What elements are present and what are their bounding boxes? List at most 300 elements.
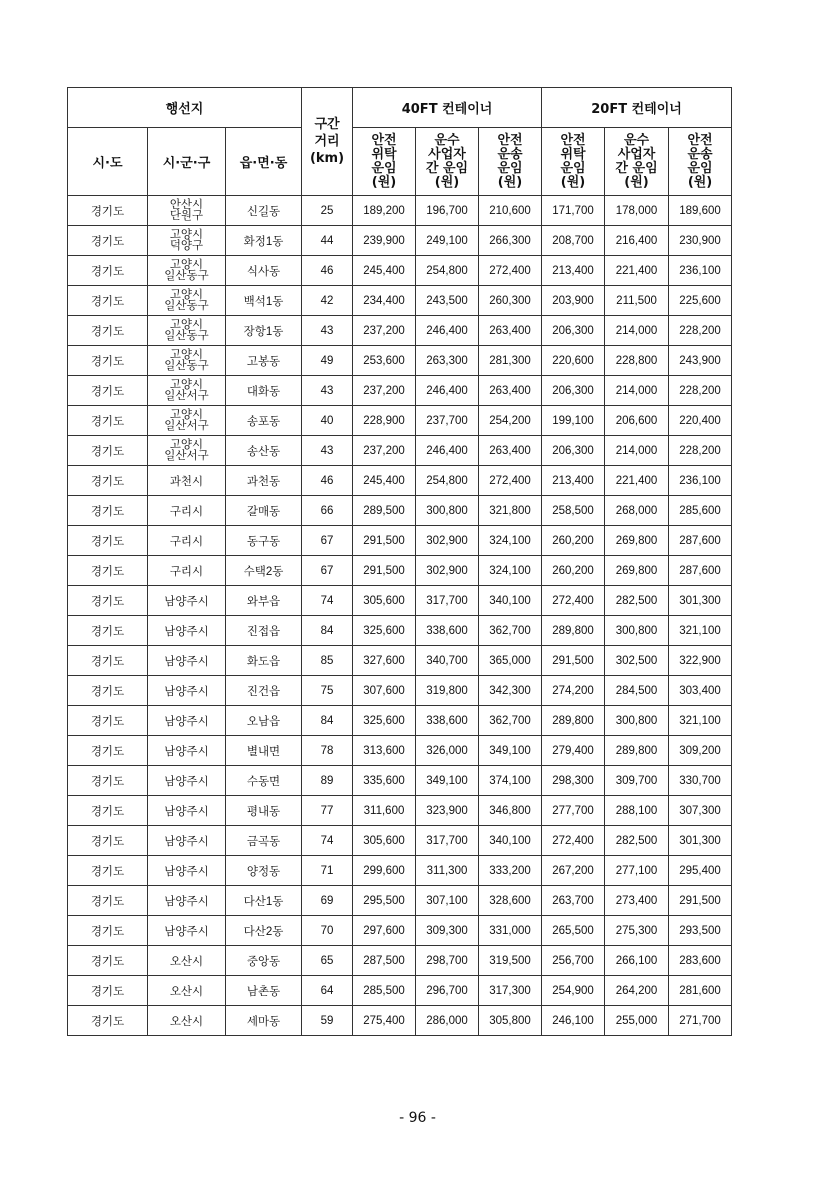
cell-km: 66 (302, 496, 353, 526)
cell-f40b: 317,700 (416, 586, 479, 616)
cell-km: 44 (302, 226, 353, 256)
sigungu-header: 시·군·구 (148, 128, 226, 196)
cell-f20b: 268,000 (605, 496, 669, 526)
cell-f20a: 254,900 (542, 976, 605, 1006)
cell-km: 67 (302, 526, 353, 556)
cell-dong: 고봉동 (226, 346, 302, 376)
cell-km: 42 (302, 286, 353, 316)
sigungu-line: 남양주시 (164, 805, 209, 818)
sigungu-line: 고양시 (169, 438, 204, 451)
cell-f20c: 236,100 (669, 256, 732, 286)
cell-f20a: 220,600 (542, 346, 605, 376)
cell-dong: 갈매동 (226, 496, 302, 526)
cell-f40c: 346,800 (479, 796, 542, 826)
cell-f40b: 249,100 (416, 226, 479, 256)
cell-km: 77 (302, 796, 353, 826)
page-number: - 96 - (399, 1110, 436, 1126)
cell-sido: 경기도 (68, 556, 148, 586)
cell-sigungu (148, 886, 226, 916)
cell-f20c: 309,200 (669, 736, 732, 766)
table-row (68, 196, 732, 226)
cell-f20c: 287,600 (669, 526, 732, 556)
cell-dong: 별내면 (226, 736, 302, 766)
cell-km: 75 (302, 676, 353, 706)
cell-f40c: 340,100 (479, 586, 542, 616)
table-row (68, 886, 732, 916)
cell-km: 69 (302, 886, 353, 916)
cell-f20a: 203,900 (542, 286, 605, 316)
cell-f40b: 237,700 (416, 406, 479, 436)
cell-f20b: 214,000 (605, 376, 669, 406)
cell-f20b: 264,200 (605, 976, 669, 1006)
cell-sigungu (148, 526, 226, 556)
cell-dong: 수동면 (226, 766, 302, 796)
cell-f40c: 331,000 (479, 916, 542, 946)
c20-between-header: 운수 사업자 간 운임 (원) (605, 128, 669, 196)
cell-f20c: 295,400 (669, 856, 732, 886)
sigungu-line: 일산서구 (164, 419, 209, 432)
table-row (68, 616, 732, 646)
table-row (68, 976, 732, 1006)
cell-sigungu (148, 466, 226, 496)
sigungu-line: 오산시 (169, 1015, 204, 1028)
cell-sido: 경기도 (68, 646, 148, 676)
cell-f40b: 317,700 (416, 826, 479, 856)
table-row (68, 796, 732, 826)
cell-sigungu (148, 586, 226, 616)
cell-f40b: 349,100 (416, 766, 479, 796)
cell-km: 43 (302, 376, 353, 406)
cell-f20b: 282,500 (605, 826, 669, 856)
cell-km: 65 (302, 946, 353, 976)
cell-dong: 수택2동 (226, 556, 302, 586)
cell-f20c: 307,300 (669, 796, 732, 826)
sigungu-line: 남양주시 (164, 685, 209, 698)
cell-dong: 다산1동 (226, 886, 302, 916)
cell-f40c: 362,700 (479, 616, 542, 646)
cell-f20b: 282,500 (605, 586, 669, 616)
cell-sido: 경기도 (68, 826, 148, 856)
cell-dong: 양정동 (226, 856, 302, 886)
sido-header: 시·도 (68, 128, 148, 196)
cell-sigungu (148, 946, 226, 976)
cell-f40b: 319,800 (416, 676, 479, 706)
cell-f20b: 221,400 (605, 256, 669, 286)
cell-f40b: 263,300 (416, 346, 479, 376)
cell-dong: 장항1동 (226, 316, 302, 346)
cell-sigungu (148, 286, 226, 316)
cell-f20b: 255,000 (605, 1006, 669, 1036)
cell-f40b: 340,700 (416, 646, 479, 676)
cell-f40c: 266,300 (479, 226, 542, 256)
cell-f20a: 171,700 (542, 196, 605, 226)
cell-f40a: 245,400 (353, 466, 416, 496)
cell-f40c: 319,500 (479, 946, 542, 976)
cell-f20b: 206,600 (605, 406, 669, 436)
cell-km: 43 (302, 436, 353, 466)
cell-f40a: 305,600 (353, 586, 416, 616)
cell-f40a: 313,600 (353, 736, 416, 766)
cell-km: 74 (302, 826, 353, 856)
cell-f20a: 274,200 (542, 676, 605, 706)
cell-f20c: 322,900 (669, 646, 732, 676)
cell-f20a: 206,300 (542, 376, 605, 406)
cell-f40b: 246,400 (416, 436, 479, 466)
cell-sido: 경기도 (68, 766, 148, 796)
cell-sido: 경기도 (68, 406, 148, 436)
cell-f20b: 214,000 (605, 316, 669, 346)
sigungu-line: 남양주시 (164, 745, 209, 758)
cell-f20c: 189,600 (669, 196, 732, 226)
cell-f40b: 298,700 (416, 946, 479, 976)
sigungu-line: 고양시 (169, 378, 204, 391)
cell-f20c: 330,700 (669, 766, 732, 796)
cell-km: 25 (302, 196, 353, 226)
cell-f40c: 254,200 (479, 406, 542, 436)
cell-f40c: 305,800 (479, 1006, 542, 1036)
cell-dong: 금곡동 (226, 826, 302, 856)
cell-f40a: 325,600 (353, 616, 416, 646)
sigungu-line: 남양주시 (164, 625, 209, 638)
cell-sigungu (148, 256, 226, 286)
cell-f20a: 260,200 (542, 556, 605, 586)
sigungu-line: 일산서구 (164, 389, 209, 402)
cell-sigungu (148, 766, 226, 796)
sigungu-line: 일산동구 (164, 269, 209, 282)
cell-f40b: 246,400 (416, 316, 479, 346)
sigungu-line: 일산동구 (164, 359, 209, 372)
cell-f40a: 253,600 (353, 346, 416, 376)
cell-km: 89 (302, 766, 353, 796)
cell-f40b: 302,900 (416, 526, 479, 556)
sigungu-line: 남양주시 (164, 595, 209, 608)
table-row (68, 526, 732, 556)
cell-sido: 경기도 (68, 256, 148, 286)
cell-f40a: 289,500 (353, 496, 416, 526)
cell-f20b: 216,400 (605, 226, 669, 256)
cell-f20c: 287,600 (669, 556, 732, 586)
sigungu-line: 고양시 (169, 348, 204, 361)
cell-f40c: 317,300 (479, 976, 542, 1006)
table-row (68, 1006, 732, 1036)
cell-f20a: 213,400 (542, 256, 605, 286)
cell-f40a: 285,500 (353, 976, 416, 1006)
sigungu-line: 고양시 (169, 318, 204, 331)
cell-f20c: 243,900 (669, 346, 732, 376)
sigungu-line: 남양주시 (164, 835, 209, 848)
cell-sido: 경기도 (68, 976, 148, 1006)
cell-km: 84 (302, 706, 353, 736)
table-row (68, 706, 732, 736)
cell-f40c: 210,600 (479, 196, 542, 226)
cell-f20a: 199,100 (542, 406, 605, 436)
cell-f40a: 237,200 (353, 316, 416, 346)
cell-sigungu (148, 856, 226, 886)
cell-f20a: 298,300 (542, 766, 605, 796)
sigungu-line: 남양주시 (164, 775, 209, 788)
cell-f40c: 321,800 (479, 496, 542, 526)
cell-f20b: 269,800 (605, 526, 669, 556)
cell-f20b: 269,800 (605, 556, 669, 586)
cell-f20c: 281,600 (669, 976, 732, 1006)
cell-f40c: 333,200 (479, 856, 542, 886)
cell-f40a: 299,600 (353, 856, 416, 886)
cell-km: 43 (302, 316, 353, 346)
cell-f20a: 289,800 (542, 616, 605, 646)
cell-km: 46 (302, 256, 353, 286)
c20-transport-header: 안전 운송 운임 (원) (669, 128, 732, 196)
cell-km: 67 (302, 556, 353, 586)
cell-f20a: 260,200 (542, 526, 605, 556)
cell-f40a: 295,500 (353, 886, 416, 916)
cell-km: 85 (302, 646, 353, 676)
sigungu-line: 구리시 (169, 535, 204, 548)
cell-dong: 오남읍 (226, 706, 302, 736)
cell-f40a: 305,600 (353, 826, 416, 856)
cell-km: 74 (302, 586, 353, 616)
cell-f40b: 246,400 (416, 376, 479, 406)
cell-f20a: 256,700 (542, 946, 605, 976)
cell-f20c: 271,700 (669, 1006, 732, 1036)
cell-f20c: 321,100 (669, 616, 732, 646)
table-row (68, 736, 732, 766)
cell-sigungu (148, 496, 226, 526)
sigungu-line: 단원구 (169, 209, 204, 222)
cell-f40c: 328,600 (479, 886, 542, 916)
cell-sigungu (148, 376, 226, 406)
table-row (68, 466, 732, 496)
cell-sigungu (148, 646, 226, 676)
sigungu-line: 남양주시 (164, 925, 209, 938)
cell-dong: 중앙동 (226, 946, 302, 976)
cell-f40b: 309,300 (416, 916, 479, 946)
cell-sido: 경기도 (68, 916, 148, 946)
cell-km: 71 (302, 856, 353, 886)
sigungu-line: 남양주시 (164, 895, 209, 908)
cell-sido: 경기도 (68, 736, 148, 766)
cell-f20c: 228,200 (669, 316, 732, 346)
cell-sigungu (148, 1006, 226, 1036)
cell-dong: 화정1동 (226, 226, 302, 256)
cell-f20b: 300,800 (605, 616, 669, 646)
cell-f40c: 272,400 (479, 256, 542, 286)
cell-f20c: 220,400 (669, 406, 732, 436)
cell-sido: 경기도 (68, 466, 148, 496)
cell-f40c: 340,100 (479, 826, 542, 856)
cell-dong: 대화동 (226, 376, 302, 406)
cell-f40a: 237,200 (353, 376, 416, 406)
table-row (68, 376, 732, 406)
cell-km: 84 (302, 616, 353, 646)
cell-f40b: 254,800 (416, 256, 479, 286)
sigungu-line: 고양시 (169, 288, 204, 301)
cell-f20c: 236,100 (669, 466, 732, 496)
cell-f20b: 309,700 (605, 766, 669, 796)
table-row (68, 286, 732, 316)
cell-f20b: 284,500 (605, 676, 669, 706)
cell-f20a: 258,500 (542, 496, 605, 526)
cell-sido: 경기도 (68, 316, 148, 346)
cell-f20c: 285,600 (669, 496, 732, 526)
table-row (68, 346, 732, 376)
cell-f40a: 287,500 (353, 946, 416, 976)
cell-f20a: 289,800 (542, 706, 605, 736)
cell-f20a: 213,400 (542, 466, 605, 496)
table-row (68, 856, 732, 886)
cell-f40a: 239,900 (353, 226, 416, 256)
distance-header: 구간 거리 (km) (302, 88, 353, 196)
cell-sigungu (148, 406, 226, 436)
cell-dong: 식사동 (226, 256, 302, 286)
cell-sido: 경기도 (68, 796, 148, 826)
cell-f20b: 214,000 (605, 436, 669, 466)
cell-f20a: 265,500 (542, 916, 605, 946)
cell-sido: 경기도 (68, 586, 148, 616)
cell-sigungu (148, 196, 226, 226)
cell-dong: 송산동 (226, 436, 302, 466)
cell-f40b: 286,000 (416, 1006, 479, 1036)
cell-f40a: 297,600 (353, 916, 416, 946)
cell-f40b: 302,900 (416, 556, 479, 586)
cell-f40c: 365,000 (479, 646, 542, 676)
sigungu-line: 일산동구 (164, 329, 209, 342)
cell-f20c: 230,900 (669, 226, 732, 256)
cell-sido: 경기도 (68, 1006, 148, 1036)
c20-consign-header: 안전 위탁 운임 (원) (542, 128, 605, 196)
cell-f40c: 324,100 (479, 526, 542, 556)
cell-km: 49 (302, 346, 353, 376)
table-row (68, 946, 732, 976)
table-row (68, 226, 732, 256)
cell-f20c: 228,200 (669, 436, 732, 466)
cell-sido: 경기도 (68, 946, 148, 976)
cell-sigungu (148, 706, 226, 736)
sigungu-line: 구리시 (169, 565, 204, 578)
cell-f40b: 296,700 (416, 976, 479, 1006)
cell-f20a: 206,300 (542, 316, 605, 346)
cell-f40c: 272,400 (479, 466, 542, 496)
cell-f40c: 342,300 (479, 676, 542, 706)
cell-sido: 경기도 (68, 526, 148, 556)
cell-f20b: 289,800 (605, 736, 669, 766)
cell-f20c: 293,500 (669, 916, 732, 946)
cell-km: 46 (302, 466, 353, 496)
cell-f40a: 307,600 (353, 676, 416, 706)
cell-f20b: 273,400 (605, 886, 669, 916)
sigungu-line: 고양시 (169, 258, 204, 271)
sigungu-line: 구리시 (169, 505, 204, 518)
cell-f20c: 225,600 (669, 286, 732, 316)
cell-f20a: 291,500 (542, 646, 605, 676)
table-row (68, 826, 732, 856)
table-row (68, 316, 732, 346)
cell-f20a: 246,100 (542, 1006, 605, 1036)
cell-f40c: 374,100 (479, 766, 542, 796)
cell-sido: 경기도 (68, 286, 148, 316)
cell-sido: 경기도 (68, 226, 148, 256)
cell-f40a: 325,600 (353, 706, 416, 736)
cell-f20c: 303,400 (669, 676, 732, 706)
cell-sido: 경기도 (68, 856, 148, 886)
cell-f20a: 208,700 (542, 226, 605, 256)
cell-sigungu (148, 736, 226, 766)
table-row (68, 646, 732, 676)
sigungu-line: 고양시 (169, 408, 204, 421)
cell-sido: 경기도 (68, 436, 148, 466)
cell-f20a: 206,300 (542, 436, 605, 466)
table-body (68, 196, 732, 1036)
cell-f40c: 362,700 (479, 706, 542, 736)
cell-f20b: 277,100 (605, 856, 669, 886)
cell-f20b: 211,500 (605, 286, 669, 316)
cell-km: 40 (302, 406, 353, 436)
cell-f20b: 178,000 (605, 196, 669, 226)
sigungu-line: 덕양구 (169, 239, 204, 252)
sigungu-line: 안산시 (169, 198, 204, 211)
sigungu-line: 일산서구 (164, 449, 209, 462)
cell-f20a: 263,700 (542, 886, 605, 916)
cell-km: 78 (302, 736, 353, 766)
cell-sido: 경기도 (68, 346, 148, 376)
cell-f40a: 245,400 (353, 256, 416, 286)
cell-sigungu (148, 826, 226, 856)
cell-f20b: 266,100 (605, 946, 669, 976)
cell-sido: 경기도 (68, 676, 148, 706)
cell-dong: 다산2동 (226, 916, 302, 946)
cell-f40a: 327,600 (353, 646, 416, 676)
cell-f40b: 326,000 (416, 736, 479, 766)
sigungu-line: 오산시 (169, 985, 204, 998)
cell-sigungu (148, 616, 226, 646)
cell-f40a: 275,400 (353, 1006, 416, 1036)
cell-f20a: 277,700 (542, 796, 605, 826)
cell-sigungu (148, 796, 226, 826)
cell-f40a: 311,600 (353, 796, 416, 826)
cell-f40b: 338,600 (416, 616, 479, 646)
cell-f20b: 288,100 (605, 796, 669, 826)
sigungu-line: 일산동구 (164, 299, 209, 312)
c40-transport-header: 안전 운송 운임 (원) (479, 128, 542, 196)
cell-sigungu (148, 976, 226, 1006)
cell-km: 70 (302, 916, 353, 946)
cell-f40a: 291,500 (353, 556, 416, 586)
cell-f40a: 291,500 (353, 526, 416, 556)
table-row (68, 406, 732, 436)
cell-f20a: 267,200 (542, 856, 605, 886)
cell-sido: 경기도 (68, 196, 148, 226)
cell-sido: 경기도 (68, 376, 148, 406)
table-row (68, 766, 732, 796)
cell-f40b: 196,700 (416, 196, 479, 226)
cell-f40c: 349,100 (479, 736, 542, 766)
cell-sigungu (148, 226, 226, 256)
cell-dong: 화도읍 (226, 646, 302, 676)
cell-f40c: 263,400 (479, 376, 542, 406)
sigungu-line: 남양주시 (164, 715, 209, 728)
cell-dong: 송포동 (226, 406, 302, 436)
table-row (68, 256, 732, 286)
table-row (68, 586, 732, 616)
cell-f20a: 272,400 (542, 826, 605, 856)
cell-dong: 과천동 (226, 466, 302, 496)
table-row (68, 676, 732, 706)
c40-between-header: 운수 사업자 간 운임 (원) (416, 128, 479, 196)
cell-f20a: 272,400 (542, 586, 605, 616)
cell-f20c: 301,300 (669, 586, 732, 616)
cell-f40b: 311,300 (416, 856, 479, 886)
cell-dong: 세마동 (226, 1006, 302, 1036)
cell-f40a: 189,200 (353, 196, 416, 226)
